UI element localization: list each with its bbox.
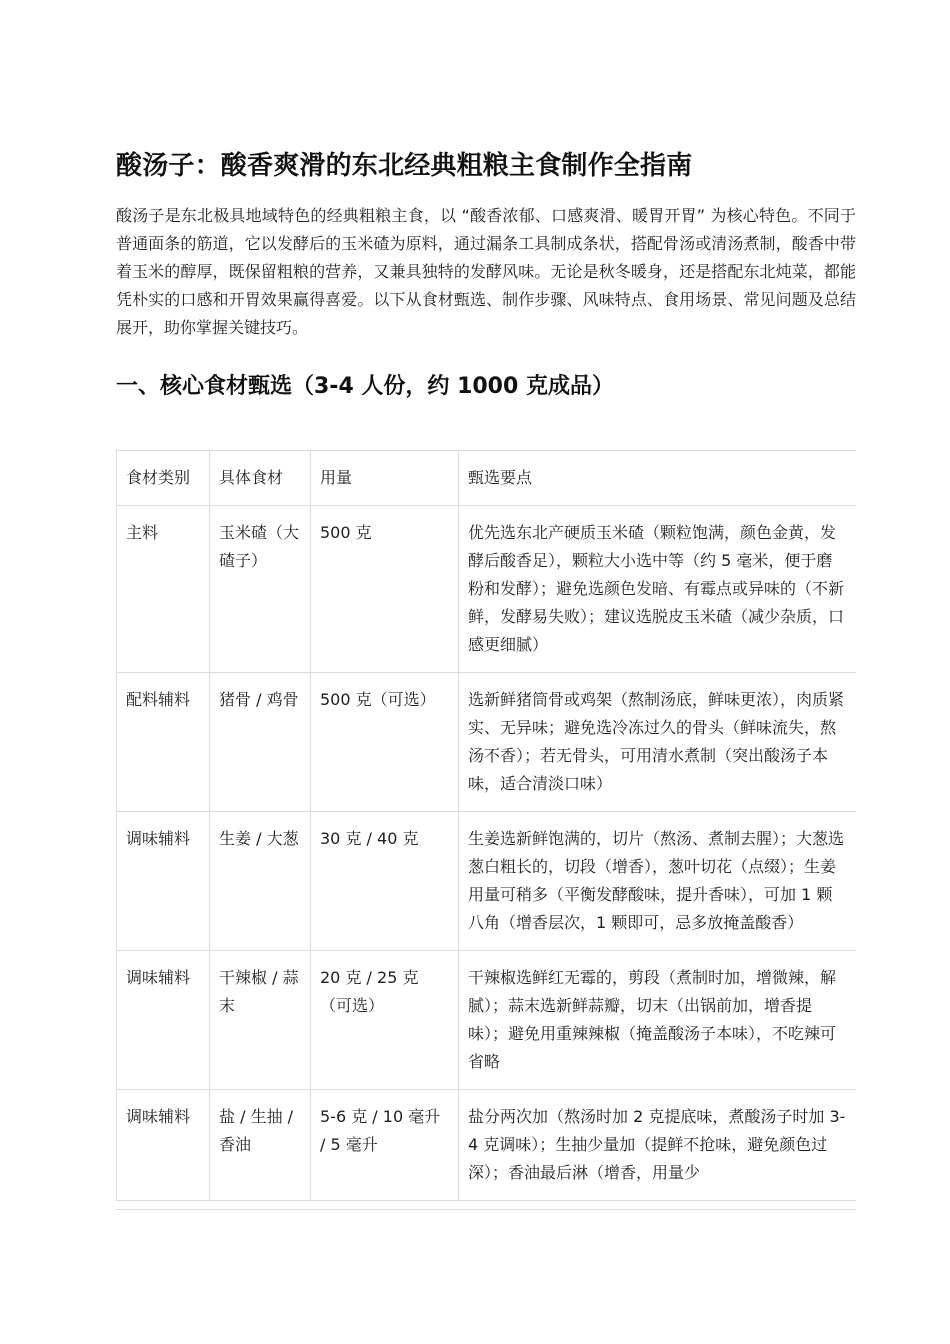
cell-tips: 干辣椒选鲜红无霉的，剪段（煮制时加，增微辣，解腻）；蒜末选新鲜蒜瓣，切末（出锅前加，增香提味）；避免用重辣辣椒（掩盖酸汤子本味），不吃辣可省略 bbox=[459, 951, 857, 1090]
table-row bbox=[117, 1090, 857, 1201]
cell-tips: 优先选东北产硬质玉米碴（颗粒饱满，颜色金黄，发酵后酸香足），颗粒大小选中等（约 5 毫米，便于磨粉和发酵）；避免选颜色发暗、有霉点或异味的（不新鲜，发酵易失败）；建议选脱皮玉米碴（减少杂质，口感更细腻） bbox=[459, 506, 857, 673]
table-row bbox=[117, 673, 857, 812]
header-amount: 用量 bbox=[311, 451, 459, 506]
cell-category: 调味辅料 bbox=[117, 812, 210, 951]
header-ingredient: 具体食材 bbox=[210, 451, 311, 506]
header-tips: 甄选要点 bbox=[459, 451, 857, 506]
cell-tips: 盐分两次加（熬汤时加 2 克提底味，煮酸汤子时加 3-4 克调味）；生抽少量加（提鲜不抢味，避免颜色过深）；香油最后淋（增香，用量少 bbox=[459, 1090, 857, 1201]
cell-category: 主料 bbox=[117, 506, 210, 673]
table-row bbox=[117, 506, 857, 673]
ingredients-table-container bbox=[116, 450, 856, 1210]
header-category: 食材类别 bbox=[117, 451, 210, 506]
cell-category: 调味辅料 bbox=[117, 1090, 210, 1201]
cell-ingredient: 盐 / 生抽 / 香油 bbox=[210, 1090, 311, 1201]
cell-category: 调味辅料 bbox=[117, 951, 210, 1090]
cell-ingredient: 玉米碴（大碴子） bbox=[210, 506, 311, 673]
cell-amount: 5-6 克 / 10 毫升 / 5 毫升 bbox=[311, 1090, 459, 1201]
cell-amount: 30 克 / 40 克 bbox=[311, 812, 459, 951]
table-header-row bbox=[117, 451, 857, 506]
cell-ingredient: 干辣椒 / 蒜末 bbox=[210, 951, 311, 1090]
cell-tips: 生姜选新鲜饱满的，切片（熬汤、煮制去腥）；大葱选葱白粗长的，切段（增香），葱叶切花（点缀）；生姜用量可稍多（平衡发酵酸味，提升香味），可加 1 颗八角（增香层次，1 颗即可，忌多放掩盖酸香） bbox=[459, 812, 857, 951]
document-page bbox=[116, 148, 856, 404]
cell-ingredient: 猪骨 / 鸡骨 bbox=[210, 673, 311, 812]
cell-amount: 20 克 / 25 克（可选） bbox=[311, 951, 459, 1090]
cell-category: 配料辅料 bbox=[117, 673, 210, 812]
cell-ingredient: 生姜 / 大葱 bbox=[210, 812, 311, 951]
cell-tips: 选新鲜猪筒骨或鸡架（熬制汤底，鲜味更浓），肉质紧实、无异味；避免选冷冻过久的骨头（鲜味流失，熬汤不香）；若无骨头，可用清水煮制（突出酸汤子本味，适合清淡口味） bbox=[459, 673, 857, 812]
ingredients-table bbox=[116, 450, 856, 1201]
section-heading-ingredients: 一、核心食材甄选（3-4 人份，约 1000 克成品） bbox=[116, 374, 614, 399]
cell-amount: 500 克 bbox=[311, 506, 459, 673]
document-title: 酸汤子：酸香爽滑的东北经典粗粮主食制作全指南 bbox=[116, 151, 693, 181]
cell-amount: 500 克（可选） bbox=[311, 673, 459, 812]
intro-paragraph: 酸汤子是东北极具地域特色的经典粗粮主食，以 “酸香浓郁、口感爽滑、暖胃开胃” 为核心特色。不同于普通面条的筋道，它以发酵后的玉米碴为原料，通过漏条工具制成条状，搭配骨汤或清汤煮制，酸香中带着玉米的醇厚，既保留粗粮的营养，又兼具独特的发酵风味。无论是秋冬暖身，还是搭配东北炖菜，都能凭朴实的口感和开胃效果赢得喜爱。以下从食材甄选、制作步骤、风味特点、食用场景、常见问题及总结展开，助你掌握关键技巧。 bbox=[116, 206, 856, 337]
table-row bbox=[117, 812, 857, 951]
table-row bbox=[117, 951, 857, 1090]
